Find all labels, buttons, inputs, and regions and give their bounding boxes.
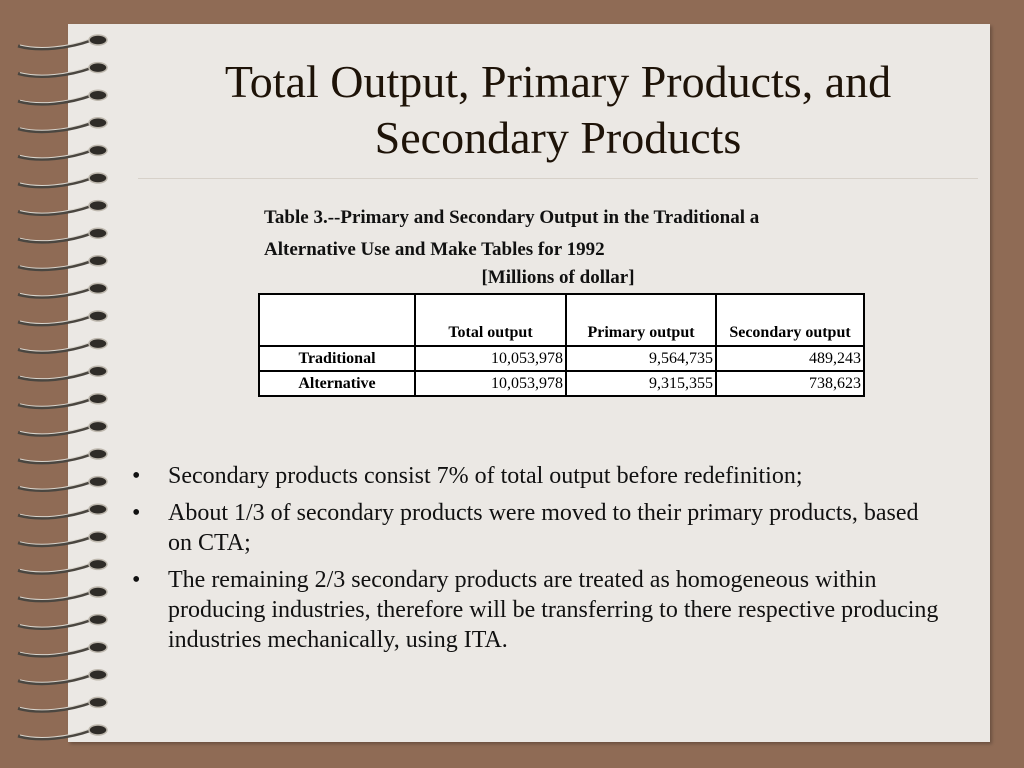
spiral-ring xyxy=(89,90,107,100)
spiral-wire xyxy=(18,620,92,629)
spiral-wire xyxy=(18,509,92,518)
spiral-ring xyxy=(89,477,107,487)
spiral-ring xyxy=(89,449,107,459)
spiral-wire xyxy=(18,95,92,104)
spiral-ring xyxy=(89,339,107,349)
table-row xyxy=(259,346,864,371)
spiral-ring xyxy=(89,697,107,707)
spiral-wire xyxy=(18,399,92,408)
spiral-wire xyxy=(18,261,92,270)
header-cell-empty xyxy=(259,294,415,346)
spiral-ring xyxy=(89,670,107,680)
slide-title xyxy=(138,54,978,166)
bullet-text: About 1/3 of secondary products were moved to their primary products, based on CTA; xyxy=(168,500,919,556)
spiral-ring xyxy=(89,421,107,431)
spiral-binding-icon xyxy=(0,0,120,768)
spiral-ring xyxy=(89,504,107,514)
cell-primary: 9,315,355 xyxy=(566,371,716,396)
title-line-1: Total Output, Primary Products, and xyxy=(224,56,892,107)
bullet-marker: • xyxy=(132,567,141,593)
spiral-ring xyxy=(89,173,107,183)
spiral-wire xyxy=(18,426,92,435)
spiral-ring xyxy=(89,587,107,597)
spiral-wire xyxy=(18,564,92,573)
bullet-item xyxy=(128,498,943,558)
spiral-wire xyxy=(18,675,92,684)
spiral-ring xyxy=(89,366,107,376)
header-cell-primary: Primary output xyxy=(566,294,716,346)
spiral-wire xyxy=(18,40,92,49)
spiral-wire xyxy=(18,316,92,325)
spiral-ring xyxy=(89,532,107,542)
bullet-item xyxy=(128,565,943,655)
row-label: Traditional xyxy=(259,346,415,371)
spiral-wire xyxy=(18,68,92,77)
spiral-ring xyxy=(89,201,107,211)
cell-secondary: 489,243 xyxy=(716,346,864,371)
spiral-ring xyxy=(89,35,107,45)
spiral-wire xyxy=(18,371,92,380)
header-cell-secondary: Secondary output xyxy=(716,294,864,346)
spiral-wire xyxy=(18,150,92,159)
table-row xyxy=(259,371,864,396)
bullet-marker: • xyxy=(132,463,141,489)
spiral-wire xyxy=(18,702,92,711)
title-divider xyxy=(138,178,978,179)
spiral-ring xyxy=(89,145,107,155)
spiral-ring xyxy=(89,311,107,321)
spiral-ring xyxy=(89,228,107,238)
bullet-text: Secondary products consist 7% of total output before redefinition; xyxy=(168,463,803,489)
spiral-wire xyxy=(18,647,92,656)
cell-total: 10,053,978 xyxy=(415,346,566,371)
bullet-text: The remaining 2/3 secondary products are treated as homogeneous within producing industries, therefore will be transferring to there respective producing industries mechanically, using ITA. xyxy=(168,567,939,653)
spiral-wire xyxy=(18,454,92,463)
table-header-row xyxy=(259,294,864,346)
spiral-wire xyxy=(18,537,92,546)
spiral-ring xyxy=(89,615,107,625)
bullet-item xyxy=(128,461,943,491)
output-table xyxy=(258,293,865,397)
spiral-wire xyxy=(18,178,92,187)
spiral-wire xyxy=(18,233,92,242)
spiral-wire xyxy=(18,206,92,215)
table-units: [Millions of dollar] xyxy=(481,267,635,288)
spiral-wire xyxy=(18,592,92,601)
spiral-wire xyxy=(18,482,92,491)
spiral-wire xyxy=(18,730,92,739)
spiral-ring xyxy=(89,642,107,652)
spiral-ring xyxy=(89,559,107,569)
spiral-wire xyxy=(18,344,92,353)
spiral-ring xyxy=(89,725,107,735)
notebook-page xyxy=(68,24,990,742)
spiral-wire xyxy=(18,288,92,297)
cell-secondary: 738,623 xyxy=(716,371,864,396)
header-cell-total: Total output xyxy=(415,294,566,346)
row-label: Alternative xyxy=(259,371,415,396)
bullet-list xyxy=(128,461,943,662)
table-caption-line-2: Alternative Use and Make Tables for 1992 xyxy=(264,239,605,260)
cell-total: 10,053,978 xyxy=(415,371,566,396)
bullet-marker: • xyxy=(132,500,141,526)
title-line-2: Secondary Products xyxy=(374,112,742,163)
spiral-ring xyxy=(89,256,107,266)
spiral-ring xyxy=(89,283,107,293)
spiral-ring xyxy=(89,118,107,128)
spiral-ring xyxy=(89,394,107,404)
spiral-ring xyxy=(89,63,107,73)
table-caption xyxy=(264,202,864,266)
cell-primary: 9,564,735 xyxy=(566,346,716,371)
spiral-wire xyxy=(18,123,92,132)
table-caption-line-1: Table 3.--Primary and Secondary Output in the Traditional a xyxy=(264,207,760,228)
